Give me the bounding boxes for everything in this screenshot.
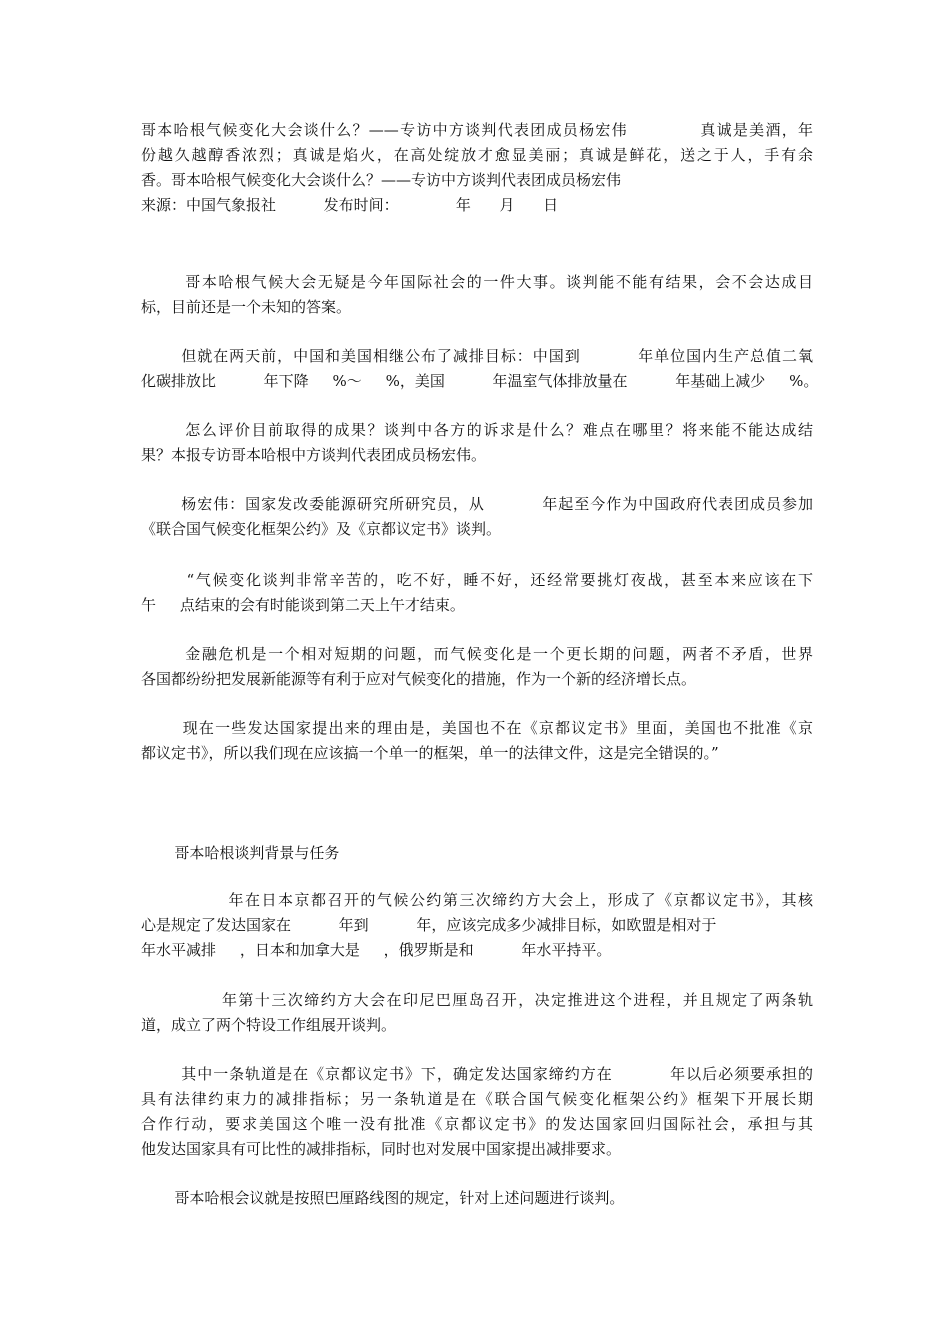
- paragraph-3-line-1: 怎么评价目前取得的成果？谈判中各方的诉求是什么？难点在哪里？将来能不能达成结: [141, 421, 813, 439]
- paragraph-5-line-2: 午 点结束的会有时能谈到第二天上午才结束。: [141, 596, 465, 614]
- paragraph-1-line-1: 哥本哈根气候大会无疑是今年国际社会的一件大事。谈判能不能有结果，会不会达成目: [141, 273, 813, 291]
- paragraph-8-line-3: 年水平减排 ，日本和加拿大是 ，俄罗斯是和 年水平持平。: [141, 941, 612, 959]
- paragraph-4-line-1: 杨宏伟：国家发改委能源研究所研究员，从 年起至今作为中国政府代表团成员参加: [141, 495, 813, 513]
- paragraph-7-line-2: 都议定书》，所以我们现在应该搞一个单一的框架，单一的法律文件，这是完全错误的。”: [141, 744, 719, 762]
- paragraph-2-line-1: 但就在两天前，中国和美国相继公布了减排目标：中国到 年单位国内生产总值二氧: [141, 347, 813, 365]
- title-line-1: 哥本哈根气候变化大会谈什么？——专访中方谈判代表团成员杨宏伟 真诚是美酒，年: [141, 121, 813, 139]
- paragraph-11-line-1: 哥本哈根会议就是按照巴厘路线图的规定，针对上述问题进行谈判。: [141, 1189, 625, 1207]
- paragraph-6-line-1: 金融危机是一个相对短期的问题，而气候变化是一个更长期的问题，两者不矛盾，世界: [141, 645, 813, 663]
- paragraph-9-line-1: 年第十三次缔约方大会在印尼巴厘岛召开，决定推进这个进程，并且规定了两条轨: [141, 991, 813, 1009]
- paragraph-8-line-2: 心是规定了发达国家在 年到 年，应该完成多少减排目标，如欧盟是相对于: [141, 916, 717, 934]
- paragraph-4-line-2: 《联合国气候变化框架公约》及《京都议定书》谈判。: [141, 520, 502, 538]
- title-line-3: 香。哥本哈根气候变化大会谈什么？——专访中方谈判代表团成员杨宏伟: [141, 171, 622, 189]
- paragraph-1-line-2: 标，目前还是一个未知的答案。: [141, 298, 352, 316]
- paragraph-10-line-4: 他发达国家具有可比性的减排指标，同时也对发展中国家提出减排要求。: [141, 1140, 622, 1158]
- paragraph-10-line-3: 合作行动，要求美国这个唯一没有批准《京都议定书》的发达国家回归国际社会，承担与其: [141, 1115, 813, 1133]
- paragraph-6-line-2: 各国都纷纷把发展新能源等有利于应对气候变化的措施，作为一个新的经济增长点。: [141, 670, 697, 688]
- section-heading: 哥本哈根谈判背景与任务: [141, 844, 340, 862]
- paragraph-3-line-2: 果？本报专访哥本哈根中方谈判代表团成员杨宏伟。: [141, 446, 487, 464]
- paragraph-9-line-2: 道，成立了两个特设工作组展开谈判。: [141, 1016, 397, 1034]
- source-line: 来源：中国气象报社 发布时间： 年 月 日: [141, 196, 559, 214]
- title-line-2: 份越久越醇香浓烈；真诚是焰火，在高处绽放才愈显美丽；真诚是鲜花，送之于人，手有余: [141, 146, 813, 164]
- paragraph-10-line-2: 具有法律约束力的减排指标；另一条轨道是在《联合国气候变化框架公约》框架下开展长期: [141, 1090, 813, 1108]
- paragraph-8-line-1: 年在日本京都召开的气候公约第三次缔约方大会上，形成了《京都议定书》，其核: [141, 891, 813, 909]
- paragraph-10-line-1: 其中一条轨道是在《京都议定书》下，确定发达国家缔约方在 年以后必须要承担的: [141, 1065, 813, 1083]
- paragraph-7-line-1: 现在一些发达国家提出来的理由是，美国也不在《京都议定书》里面，美国也不批准《京: [141, 719, 813, 737]
- paragraph-5-line-1: “气候变化谈判非常辛苦的，吃不好，睡不好，还经常要挑灯夜战，甚至本来应该在下: [141, 571, 813, 589]
- paragraph-2-line-2: 化碳排放比 年下降 %～ %，美国 年温室气体排放量在 年基础上减少 %。: [141, 372, 819, 390]
